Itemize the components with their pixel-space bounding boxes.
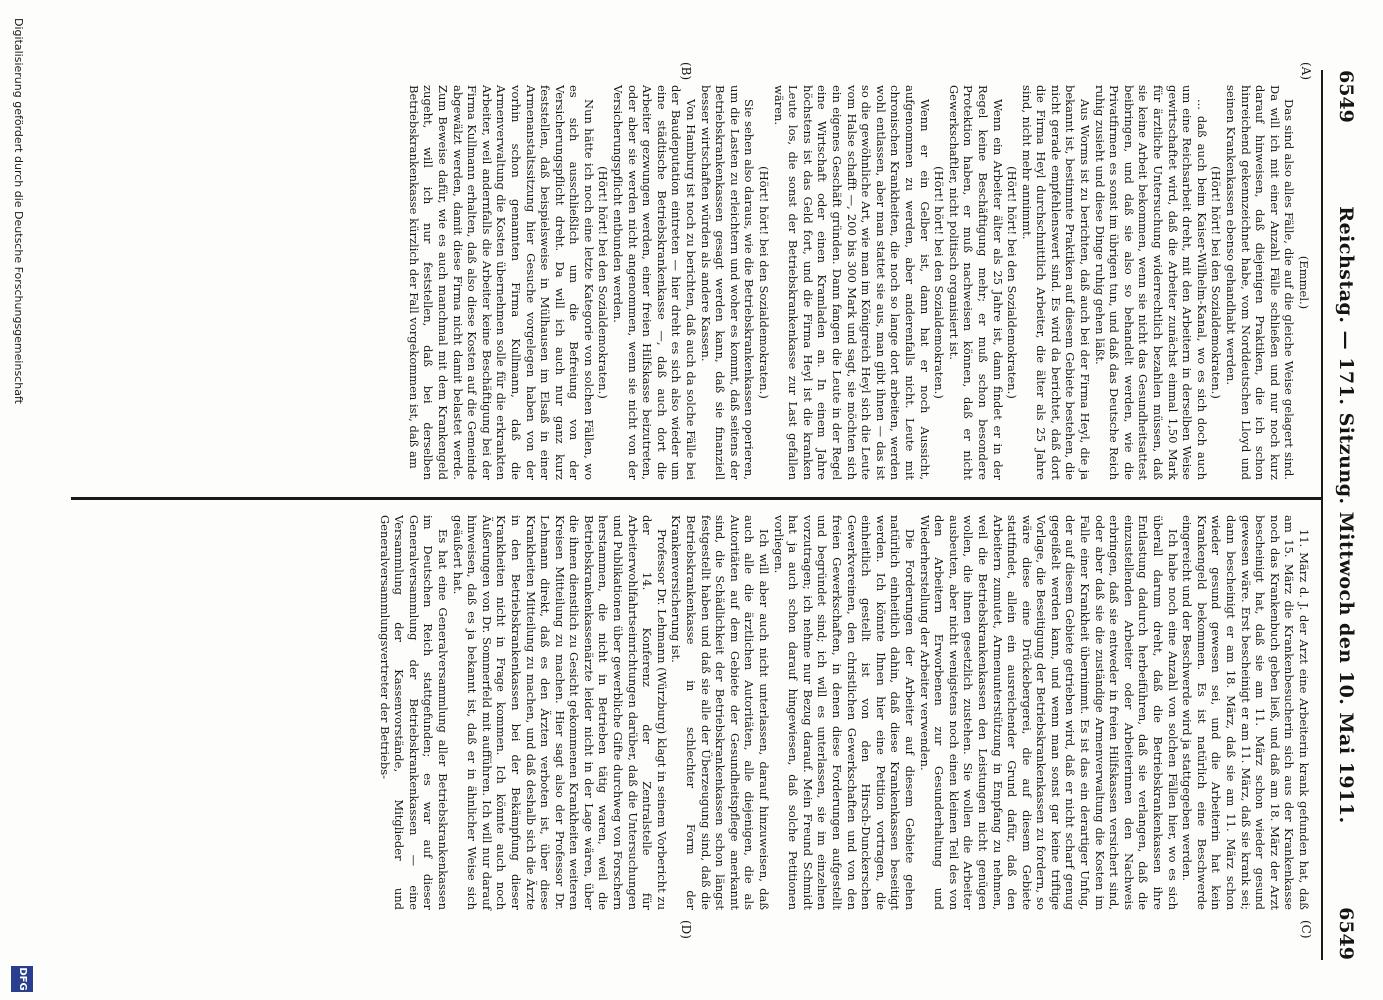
left-column-paragraph: (Emmel.): [1297, 255, 1311, 310]
margin-marker-c: (C): [1299, 920, 1313, 939]
header-rule: [1321, 70, 1323, 960]
right-column-paragraph: Es hat eine Generalversammlung aller Betriebskrankenkassen im Deutschen Reich stattgefunden; es war auf dieser Generalversammlung der Betriebskrankenkassen — eine Versammlung der Kassenvorstände, Mitglieder und Generalversammlungsvertreter der Betriebs-: [377, 515, 450, 910]
left-column-paragraph: Wenn er ein Gelber ist, dann hat er noch Aussicht, aufgenommen zu werden, aber anderenfalls nicht. Leute mit chronischen Krankheiten, die noch so lange dort arbeiten, werden wohl entlassen, aber man stattet sie aus, man gibt ihnen — das ist so die gewöhnliche Art, wie man im Königreich Heyl sich die Leute vom Halse schafft —, 200 bis 300 Mark und sagt, sie möchten sich ein eigenes Geschäft gründen. Dann fangen die Leute in der Regel eine Wirtschaft oder einen Kramladen an. In einem Jahre höchstens ist das Geld fort, und die Firma Heyl ist die kranken Leute los, die sonst der Betriebskrankenkasse zur Last gefallen wären.: [771, 85, 932, 480]
right-column-paragraph: Professor Dr. Lehmann (Würzburg) klagt in seinem Vorbericht zu der 14. Konferenz der Zentralstelle für Arbeiterwohlfahrtseinrichtungen darüber, daß die Untersuchungen und Publikationen über gewerbliche Gifte durchweg von Forschern herstammen, die nicht in Betrieben tätig waren, weil die Betriebskrankenkassenärzte leider nicht in der Lage wären, über die ihnen dienstlich zu Gesicht gekommenen Krankheiten weiteren Kreisen Mitteilung zu machen. Hier sagt also der Professor Dr. Lehmann direkt, daß es den Ärzten verboten ist, über diese Krankheiten Mitteilung zu machen, und daß deshalb sich die Ärzte in den Betriebskrankenkassen bei der Bekämpfung dieser Krankheiten nicht in Frage kommen. Ich könnte auch noch Äußerungen von Dr. Sommerfeld mit aufführen. Ich will nur darauf hinweisen, daß es ja bekannt ist, daß er in ähnlicher Weise sich geäußert hat.: [450, 515, 669, 910]
left-column-paragraph: Aus Worms ist zu berichten, daß auch bei der Firma Heyl, die ja bekannt ist, bestimmte Praktiken auf diesem Gebiete bestehen, die nicht gerade empfehlenswert sind. Es wird da berichtet, daß dort die Firma Heyl durchschnittlich Arbeiter, die älter als 25 Jahre sind, nicht mehr annimmt.: [1019, 85, 1093, 480]
margin-marker-a: (A): [1299, 62, 1313, 81]
page-header: [1327, 70, 1361, 960]
left-column-paragraph: (Hört! hört! bei den Sozialdemokraten.): [1209, 166, 1224, 399]
left-column-paragraph: Von Hamburg ist noch zu berichten, daß auch da solche Fälle bei der Baudeputation eintreten — hier dreht es sich also wieder um eine städtische Betriebskrankenkasse —, daß auch dort die Arbeiter gezwungen werden, einer freien Hilfskasse beizutreten, oder aber sie werden nicht angenommen, wenn sie nicht von der Versicherungspflicht entbunden werden.: [611, 85, 699, 480]
left-column-paragraph: (Hört! hört! bei den Sozialdemokraten.): [1005, 166, 1020, 399]
page-number-left: 6549: [1335, 70, 1357, 123]
left-column-paragraph: Sie sehen also daraus, wie die Betriebskrankenkassen operieren, um die Lasten zu erleichtern und woher es kommt, daß seitens der Betriebskrankenkassen gesagt werden kann, daß sie finanziell besser wirtschaften würden als andere Kassen.: [698, 85, 757, 480]
left-column-paragraph: (Hört! hört! bei den Sozialdemokraten.): [596, 166, 611, 399]
margin-marker-d: (D): [679, 920, 693, 939]
left-column-paragraph: ... daß auch beim Kaiser-Wilhelm-Kanal, wo es sich doch auch um eine Reichsarbeit dreht, mit den Arbeitern in derselben Weise gewirtschaftet wird, daß die Arbeiter zunächst einmal 1,50 Mark für ärztliche Untersuchung widerrechtlich bezahlen müssen, daß sie keine Arbeit bekommen, wenn sie nicht das Gesundheitsattest beibringen, und daß sie also so behandelt werden, wie die Privatfirmen es sonst im übrigen tun, und daß das Deutsche Reich ruhig zusieht und diese Dinge ruhig gehen läßt.: [1092, 85, 1209, 480]
digitization-footer: [0, 0, 43, 1000]
left-text-column: [406, 85, 1311, 480]
left-column-paragraph: (Hört! hört! bei den Sozialdemokraten.): [932, 166, 947, 399]
left-column-paragraph: Nun hätte ich noch eine letzte Kategorie von solchen Fällen, wo es sich ausschließlich um die Befreiung von der Versicherungspflicht dreht. Da will ich auch nur ganz kurz feststellen, daß beispielsweise in Mülhausen im Elsaß in einer Armenanstaltssitzung hier Gesuche vorgelegen haben von der vorhin schon genannten Firma Kullmann, daß die Armenverwaltung die Kosten übernehmen solle für die erkrankten Arbeiter, weil andernfalls die Arbeiter keine Beschäftigung bei der Firma Kullmann erhalten, daß also diese Kosten auf die Gemeinde abgewälzt werden, damit diese Firma nicht damit belastet werde. Zum Beweise dafür, wie es auch manchmal mit dem Krankengeld zugeht, will ich nur feststellen, daß bei derselben Betriebskrankenkasse kürzlich der Fall vorgekommen ist, daß am: [406, 85, 596, 480]
dfg-logo: DFG: [11, 966, 33, 992]
right-column-paragraph: Ich habe noch eine Anzahl von solchen Fällen hier, wo es sich überall darum dreht, daß die Betriebskrankenkassen ihre Entlastung dadurch herbeiführen, daß sie verlangen, daß die einzustellenden Arbeiter oder Arbeiterinnen den Nachweis erbringen, daß sie entweder in freien Hilfskassen versichert sind, oder aber daß sie die zuständige Armenverwaltung die Kosten im Falle einer Krankheit übernimmt. Es ist das ein derartiger Unfug, der auf diesem Gebiete getrieben wird, daß er nicht scharf genug gegeißelt werden kann, und wenn man sonst gar keine triftige Vorlage, die Beseitigung der Betriebskrankenkassen zu fordern, so wäre diese eine Drückebergerei, die auf diesem Gebiete stattfindet, allein ein ausreichender Grund dafür, daß den Arbeitern zumutet, Armenunterstützung in Empfang zu nehmen, weil die Betriebskrankenkassen den Leistungen nicht genügen wollen, die ihnen gesetzlich zustehen. Sie wollen die Arbeiter ausbeuten, aber nicht wenigstens noch einen kleinen Teil des von den Arbeitern Erworbenen zur Gesunderhaltung und Wiederherstellung der Arbeiter verwenden.: [917, 515, 1180, 910]
margin-marker-b: (B): [679, 62, 693, 81]
right-column-paragraph: Die Forderungen der Arbeiter auf diesem Gebiete gehen natürlich einheitlich dahin, daß diese Krankenkassen beseitigt werden. Ich könnte Ihnen hier eine Petition vortragen, die einheitlich gestellt ist von den Hirsch-Dunckerschen Gewerkvereinen, den christlichen Gewerkschaften und von den freien Gewerkschaften, in denen diese Forderungen aufgestellt und begründet sind; ich will es unterlassen, sie im einzelnen vorzutragen; ich nehme nur Bezug darauf. Mein Freund Schmidt hat ja auch schon darauf hingewiesen, daß solche Petitionen vorliegen.: [771, 515, 917, 910]
page-number-right: 6549: [1335, 907, 1357, 960]
funding-credit: Digitalisierung gefördert durch die Deutsche Forschungsgemeinschaft: [12, 18, 25, 404]
left-column-paragraph: Wenn ein Arbeiter älter als 25 Jahre ist, dann findet er in der Regel keine Beschäftigung mehr; er muß schon besondere Protektion haben, er muß nachweisen können, daß er nicht Gewerkschaftler, nicht politisch organisiert ist.: [946, 85, 1005, 480]
right-text-column: [377, 515, 1311, 910]
right-column-paragraph: 11. März d. J. der Arzt eine Arbeiterin krank gefunden hat, daß am 15. März die Krankenbesucherin sich aus der Krankenkasse noch das Krankenbuch geben ließ, und daß am 18. März der Arzt bescheinigt hat, daß sie am 11. März schon wieder gesund gewesen wäre. Erst bescheinigt er am 11. März, daß sie krank sei; dann bescheinigt er am 18. März, daß sie am 11. März schon wieder gesund gewesen sei, und die Arbeiterin hat kein Krankengeld bekommen. Es ist natürlich eine Beschwerde eingereicht und der Beschwerde wird ja stattgegeben werden.: [1180, 515, 1311, 910]
left-column-paragraph: Das sind also alles Fälle, die auf die gleiche Weise gelagert sind. Da will ich mit einer Anzahl Fälle schließen und nur noch kurz darauf hinweisen, daß diejenigen Praktiken, die ich schon hinreichend gekennzeichnet habe, vom Norddeutschen Lloyd und seinen Krankenkassen ebenso gehandhabt werden.: [1224, 85, 1297, 480]
left-column-paragraph: (Hört! hört! bei den Sozialdemokraten.): [757, 166, 772, 399]
right-column-paragraph: Ich will aber auch nicht unterlassen, darauf hinzuweisen, daß auch alle die ärztlichen Autoritäten, alle diejenigen, die als Autoritäten auf dem Gebiete der Gesundheitspflege anerkannt sind, die Schädlichkeit der Betriebskrankenkassen schon längst festgestellt haben und daß sie alle der Überzeugung sind, daß die Betriebskrankenkasse in schlechter Form der Krankenversicherung ist.: [669, 515, 772, 910]
running-head: Reichstag. — 171. Sitzung. Mittwoch den 10. Mai 1911.: [1335, 206, 1357, 824]
column-divider: [71, 497, 1321, 500]
